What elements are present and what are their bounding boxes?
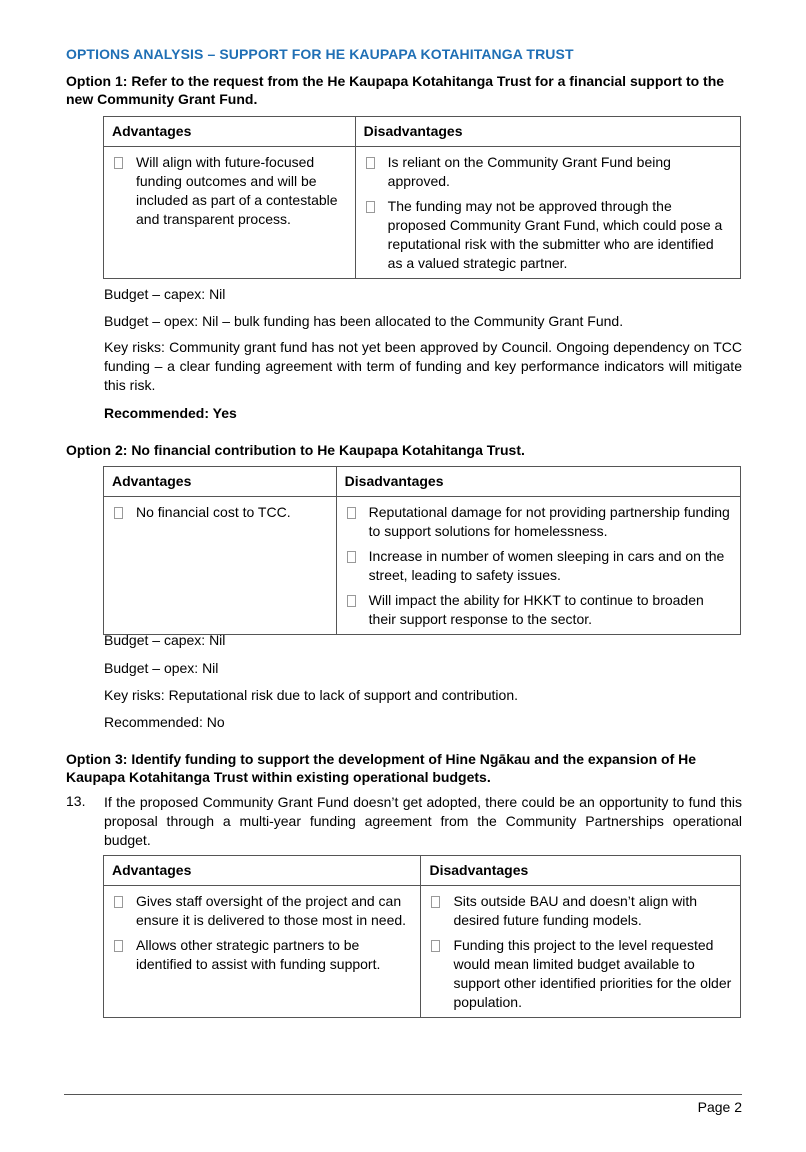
list-item: Gives staff oversight of the project and can ensure it is delivered to those most in need. [112,892,412,930]
footer-divider [64,1094,742,1095]
option1-budget-opex: Budget – opex: Nil – bulk funding has been allocated to the Community Grant Fund. [104,313,624,329]
checkbox-bullet-icon [347,595,356,607]
list-item: Is reliant on the Community Grant Fund being approved. [364,153,732,191]
list-item: Will align with future-focused funding outcomes and will be included as part of a contestable and transparent process. [112,153,347,229]
list-item: Allows other strategic partners to be identified to assist with funding support. [112,936,412,974]
list-item: Funding this project to the level requested would mean limited budget available to support other identified priorities for the older population. [429,936,732,1012]
checkbox-bullet-icon [114,896,123,908]
option3-title: Option 3: Identify funding to support the development of Hine Ngākau and the expansion of He Kaupapa Kotahitanga Trust within existing operational budgets. [66,751,697,785]
checkbox-bullet-icon [114,940,123,952]
option1-recommended: Recommended: Yes [104,405,237,421]
list-item: No financial cost to TCC. [112,503,328,522]
list-item: Reputational damage for not providing partnership funding to support solutions for homelessness. [345,503,732,541]
option3-paragraph: If the proposed Community Grant Fund doesn’t get adopted, there could be an opportunity to fund this proposal through a multi-year funding agreement from the Community Partnerships operational budget. [104,794,742,848]
list-item: Will impact the ability for HKKT to continue to broaden their support response to the sector. [345,591,732,629]
list-item: Increase in number of women sleeping in cars and on the street, leading to safety issues. [345,547,732,585]
section-heading: OPTIONS ANALYSIS – SUPPORT FOR HE KAUPAPA KOTAHITANGA TRUST [66,46,574,62]
option2-budget-capex: Budget – capex: Nil [104,632,226,648]
option2-disadvantages-cell [336,497,740,635]
option2-budget-opex: Budget – opex: Nil [104,660,219,676]
option2-advantages-cell [104,497,337,635]
option3-advantages-cell [104,886,421,1018]
page-number: Page 2 [697,1099,742,1115]
checkbox-bullet-icon [431,940,440,952]
option2-table [103,466,741,635]
option2-recommended: Recommended: No [104,714,225,730]
option3-advantages-header: Advantages [104,856,421,886]
option2-title: Option 2: No financial contribution to He Kaupapa Kotahitanga Trust. [66,442,525,458]
checkbox-bullet-icon [347,551,356,563]
checkbox-bullet-icon [431,896,440,908]
list-item: Sits outside BAU and doesn’t align with desired future funding models. [429,892,732,930]
list-item: The funding may not be approved through the proposed Community Grant Fund, which could pose a reputational risk with the submitter who are identified as a valued strategic partner. [364,197,732,273]
option1-table [103,116,741,279]
option1-advantages-cell [104,147,356,279]
option1-title: Option 1: Refer to the request from the He Kaupapa Kotahitanga Trust for a financial support to the new Community Grant Fund. [66,73,725,107]
paragraph-number: 13. [66,793,86,809]
option3-disadvantages-header: Disadvantages [421,856,741,886]
checkbox-bullet-icon [114,507,123,519]
option3-table [103,855,741,1018]
option1-key-risks: Key risks: Community grant fund has not yet been approved by Council. Ongoing dependency on TCC funding – a clear funding agreement with term of funding and key performance indicators will mitigate this risk. [104,339,742,393]
checkbox-bullet-icon [366,201,375,213]
option1-disadvantages-cell [355,147,740,279]
option2-disadvantages-header: Disadvantages [336,467,740,497]
option1-budget-capex: Budget – capex: Nil [104,286,226,302]
option2-key-risks: Key risks: Reputational risk due to lack of support and contribution. [104,687,518,703]
option1-disadvantages-header: Disadvantages [355,117,740,147]
checkbox-bullet-icon [114,157,123,169]
option1-advantages-header: Advantages [104,117,356,147]
option2-advantages-header: Advantages [104,467,337,497]
checkbox-bullet-icon [347,507,356,519]
checkbox-bullet-icon [366,157,375,169]
option3-disadvantages-cell [421,886,741,1018]
